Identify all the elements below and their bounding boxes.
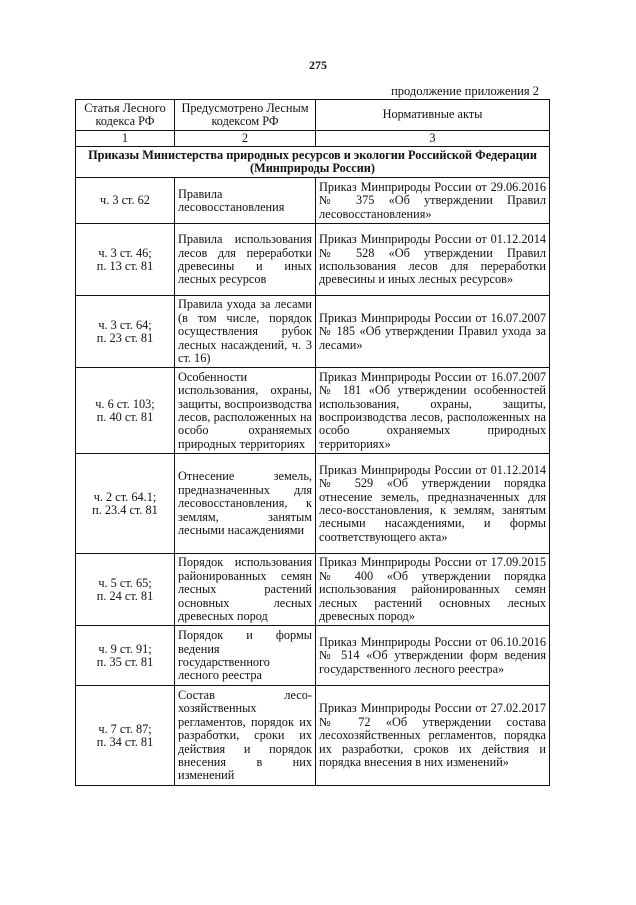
header-acts: Нормативные акты [316, 100, 550, 131]
column-numbers-row [76, 131, 550, 147]
provision-cell: Отнесение земель, предназначенных для лесовосстановления, к землям, занятым лесными насаждениями [175, 454, 316, 554]
act-cell: Приказ Минприроды России от 27.02.2017 № 72 «Об утверждении состава лесохозяйственных регламентов, порядка их разработки, сроков их действия и порядка внесения в них изменений» [316, 686, 550, 786]
act-cell: Приказ Минприроды России от 17.09.2015 № 400 «Об утверждении порядка использования районированных семян лесных растений основных лесных древесных пород» [316, 554, 550, 626]
article-cell: ч. 3 ст. 62 [76, 178, 175, 224]
table-row [76, 686, 550, 786]
section-row [76, 147, 550, 178]
provision-cell: Правила ухода за лесами (в том числе, порядок осуществления рубок лесных насаждений, ч. 3 ст. 16) [175, 296, 316, 368]
act-cell: Приказ Минприроды России от 16.07.2007 № 181 «Об утверждении особенностей использования, охраны, защиты, воспроизводства лесов, расположенных на особо охраняемых природных территориях» [316, 368, 550, 454]
continuation-note: продолжение приложения 2 [391, 84, 539, 98]
article-cell: ч. 5 ст. 65; п. 24 ст. 81 [76, 554, 175, 626]
column-number: 1 [76, 131, 175, 147]
table-row [76, 224, 550, 296]
provision-cell: Правила использования лесов для переработки древесины и иных лесных ресурсов [175, 224, 316, 296]
provision-cell: Порядок использования районированных семян лесных растений основных лесных древесных пород [175, 554, 316, 626]
column-number: 3 [316, 131, 550, 147]
section-title: Приказы Министерства природных ресурсов и экологии Российской Федерации (Минприроды России) [76, 147, 550, 178]
table-row [76, 368, 550, 454]
header-article: Статья Лесного кодекса РФ [76, 100, 175, 131]
table-row [76, 178, 550, 224]
provision-cell: Порядок и формы ведения государственного лесного реестра [175, 626, 316, 686]
page-number: 275 [309, 58, 327, 72]
article-cell: ч. 3 ст. 46; п. 13 ст. 81 [76, 224, 175, 296]
table-header-row [76, 100, 550, 131]
article-cell: ч. 7 ст. 87; п. 34 ст. 81 [76, 686, 175, 786]
provision-cell: Правила лесовосстановления [175, 178, 316, 224]
column-number: 2 [175, 131, 316, 147]
header-provision: Предусмотрено Лесным кодексом РФ [175, 100, 316, 131]
normative-acts-table [75, 99, 550, 786]
article-cell: ч. 9 ст. 91; п. 35 ст. 81 [76, 626, 175, 686]
article-cell: ч. 2 ст. 64.1; п. 23.4 ст. 81 [76, 454, 175, 554]
act-cell: Приказ Минприроды России от 16.07.2007 № 185 «Об утверждении Правил ухода за лесами» [316, 296, 550, 368]
table-row [76, 454, 550, 554]
act-cell: Приказ Минприроды России от 06.10.2016 № 514 «Об утверждении форм ведения государственного лесного реестра» [316, 626, 550, 686]
article-cell: ч. 6 ст. 103; п. 40 ст. 81 [76, 368, 175, 454]
act-cell: Приказ Минприроды России от 01.12.2014 № 529 «Об утверждении порядка отнесение земель, предназначенных для лесо-восстановления, к землям, занятым лесными насаждениями, и формы соответствующего акта» [316, 454, 550, 554]
table-row [76, 296, 550, 368]
provision-cell: Состав лесо-хозяйственных регламентов, порядок их разработки, сроки их действия и порядок внесения в них изменений [175, 686, 316, 786]
table-row [76, 554, 550, 626]
table-row [76, 626, 550, 686]
article-cell: ч. 3 ст. 64; п. 23 ст. 81 [76, 296, 175, 368]
act-cell: Приказ Минприроды России от 29.06.2016 № 375 «Об утверждении Правил лесовосстановления» [316, 178, 550, 224]
provision-cell: Особенности использования, охраны, защиты, воспроизводства лесов, расположенных на особо охраняемых природных территориях [175, 368, 316, 454]
act-cell: Приказ Минприроды России от 01.12.2014 № 528 «Об утверждении Правил использования лесов для переработки древесины и иных лесных ресурсов» [316, 224, 550, 296]
